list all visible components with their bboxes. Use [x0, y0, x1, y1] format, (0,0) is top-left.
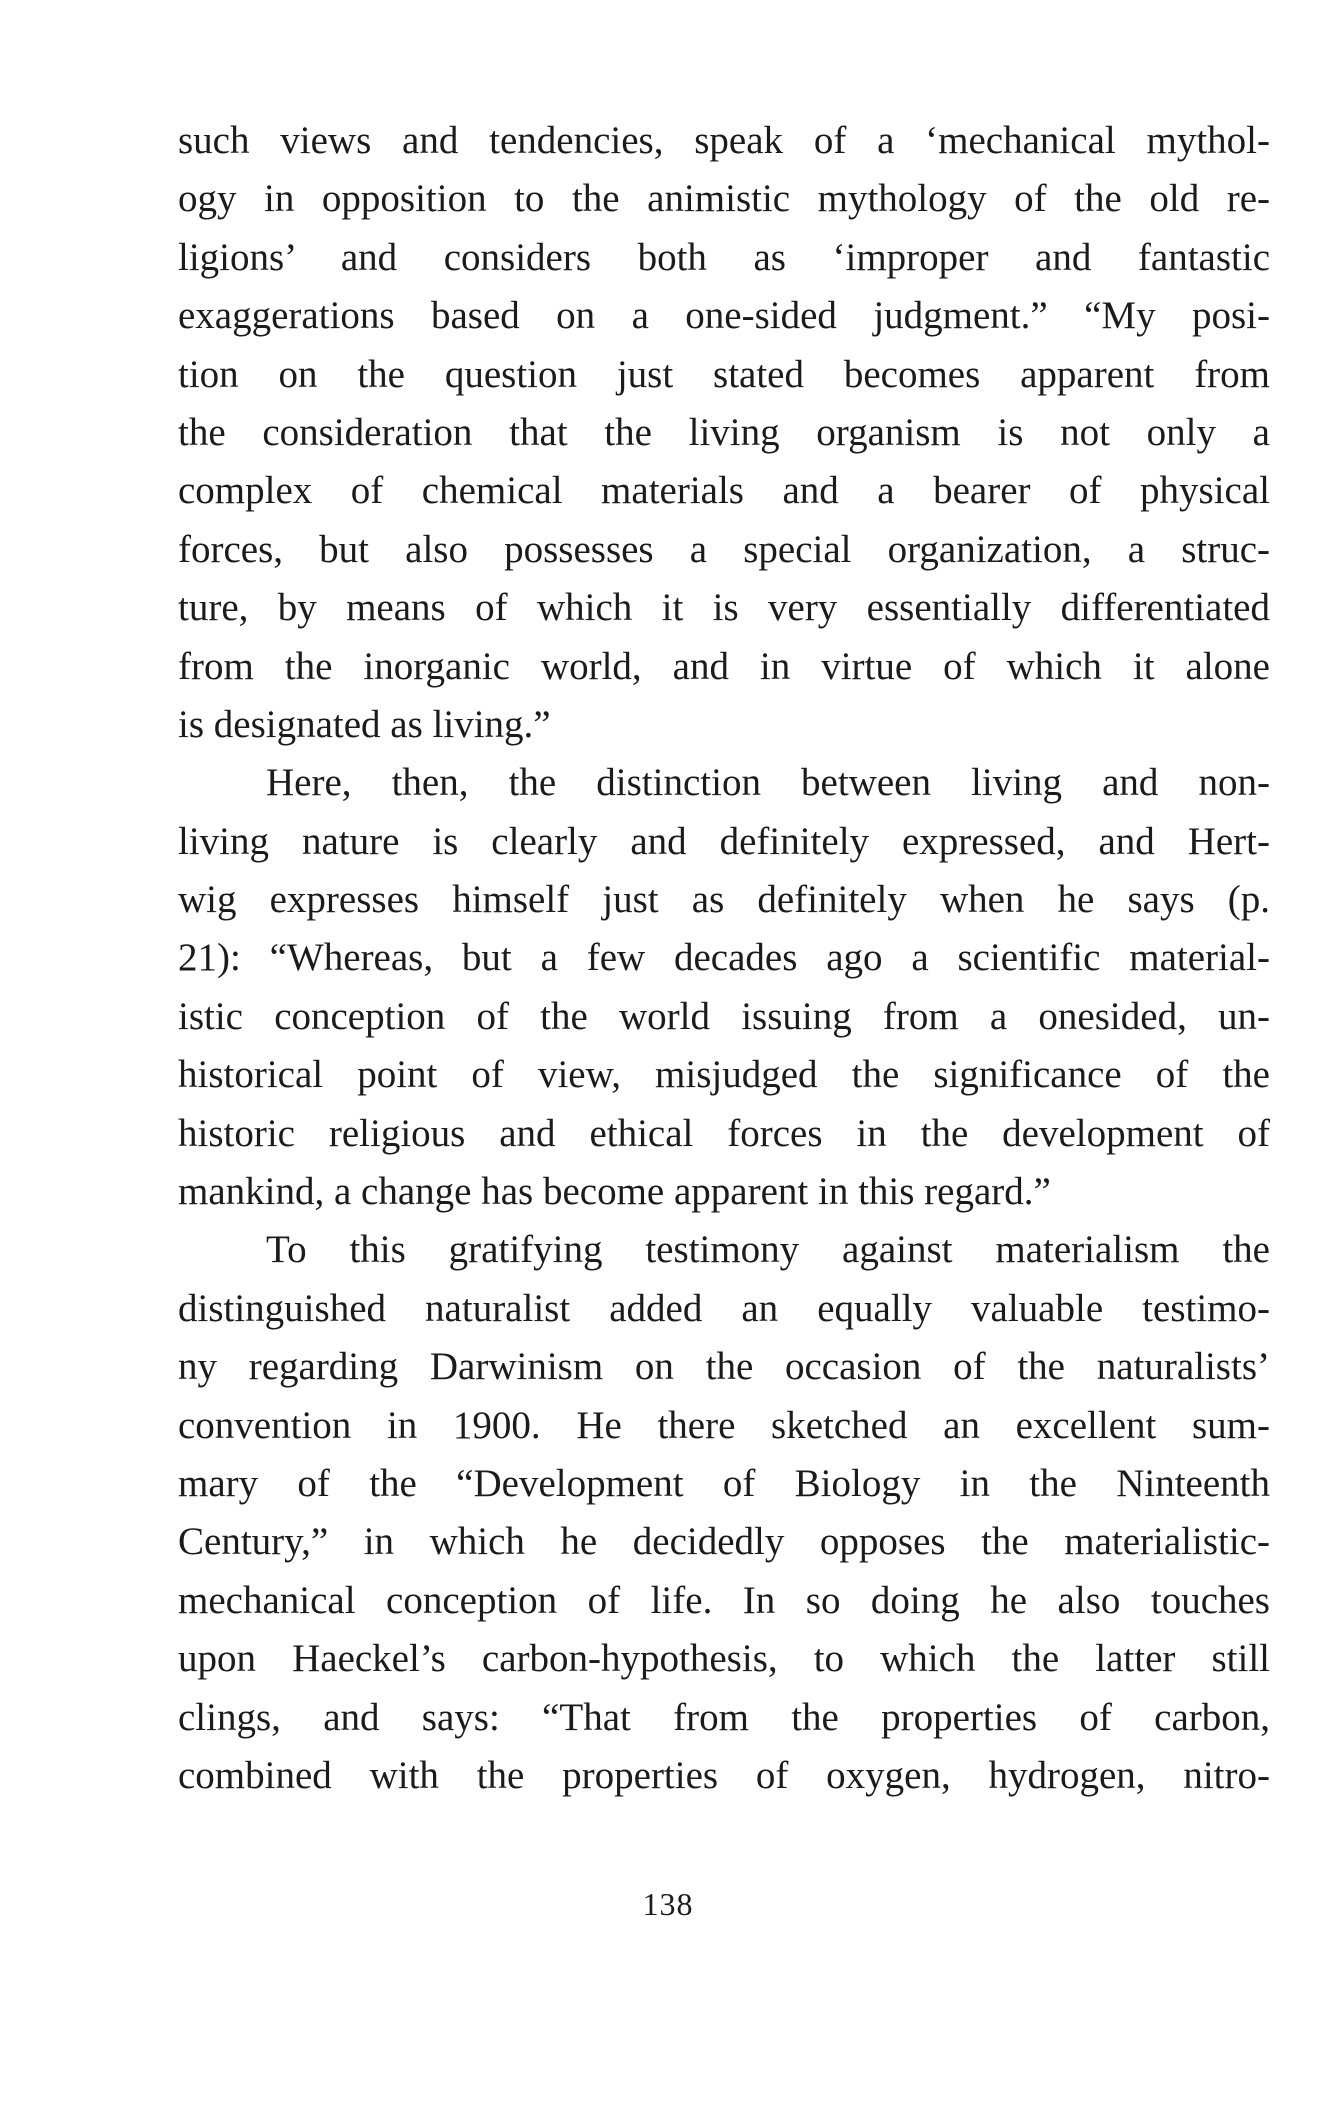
- text-line: wig expresses himself just as definitely when he says (p.: [178, 878, 1270, 922]
- text-line: tion on the question just stated becomes apparent from: [178, 352, 1270, 396]
- text-line: from the inorganic world, and in virtue of which it alone: [178, 644, 1270, 688]
- text-line: istic conception of the world issuing from a onesided, un-: [178, 994, 1270, 1038]
- text-line: living nature is clearly and definitely expressed, and Hert-: [178, 819, 1270, 863]
- text-line: complex of chemical materials and a bearer of physical: [178, 469, 1270, 513]
- text-line: forces, but also possesses a special organization, a struc-: [178, 527, 1270, 571]
- body-text: [178, 112, 1270, 1805]
- text-line: upon Haeckel’s carbon-hypothesis, to which the latter still: [178, 1637, 1270, 1681]
- text-line: such views and tendencies, speak of a ‘mechanical mythol-: [178, 119, 1270, 162]
- text-line: mechanical conception of life. In so doing he also touches: [178, 1578, 1270, 1622]
- text-line: ligions’ and considers both as ‘improper and fantastic: [178, 235, 1270, 279]
- text-line: 21): “Whereas, but a few decades ago a scientific material-: [178, 936, 1270, 980]
- paragraph-start-line: To this gratifying testimony against materialism the: [266, 1228, 1270, 1272]
- text-line: historic religious and ethical forces in the development of: [178, 1111, 1270, 1155]
- paragraph-start-line: Here, then, the distinction between living and non-: [266, 761, 1270, 805]
- text-line: ture, by means of which it is very essentially differentiated: [178, 586, 1270, 630]
- text-line: is designated as living.”: [178, 702, 551, 746]
- text-line: the consideration that the living organism is not only a: [178, 410, 1270, 454]
- text-line: exaggerations based on a one-sided judgment.” “My posi-: [178, 294, 1270, 338]
- text-line: combined with the properties of oxygen, hydrogen, nitro-: [178, 1753, 1270, 1797]
- text-line: clings, and says: “That from the properties of carbon,: [178, 1695, 1270, 1739]
- text-line: ny regarding Darwinism on the occasion of the naturalists’: [178, 1345, 1270, 1389]
- text-line: mary of the “Development of Biology in the Ninteenth: [178, 1461, 1270, 1505]
- text-line: Century,” in which he decidedly opposes the materialistic-: [178, 1520, 1270, 1564]
- text-line: historical point of view, misjudged the significance of the: [178, 1053, 1270, 1097]
- text-line: ogy in opposition to the animistic mythology of the old re-: [178, 177, 1270, 221]
- page-number: 138: [642, 1886, 694, 1922]
- text-line: distinguished naturalist added an equally valuable testimo-: [178, 1286, 1270, 1330]
- text-line: convention in 1900. He there sketched an excellent sum-: [178, 1403, 1270, 1447]
- text-line: mankind, a change has become apparent in this regard.”: [178, 1170, 1051, 1214]
